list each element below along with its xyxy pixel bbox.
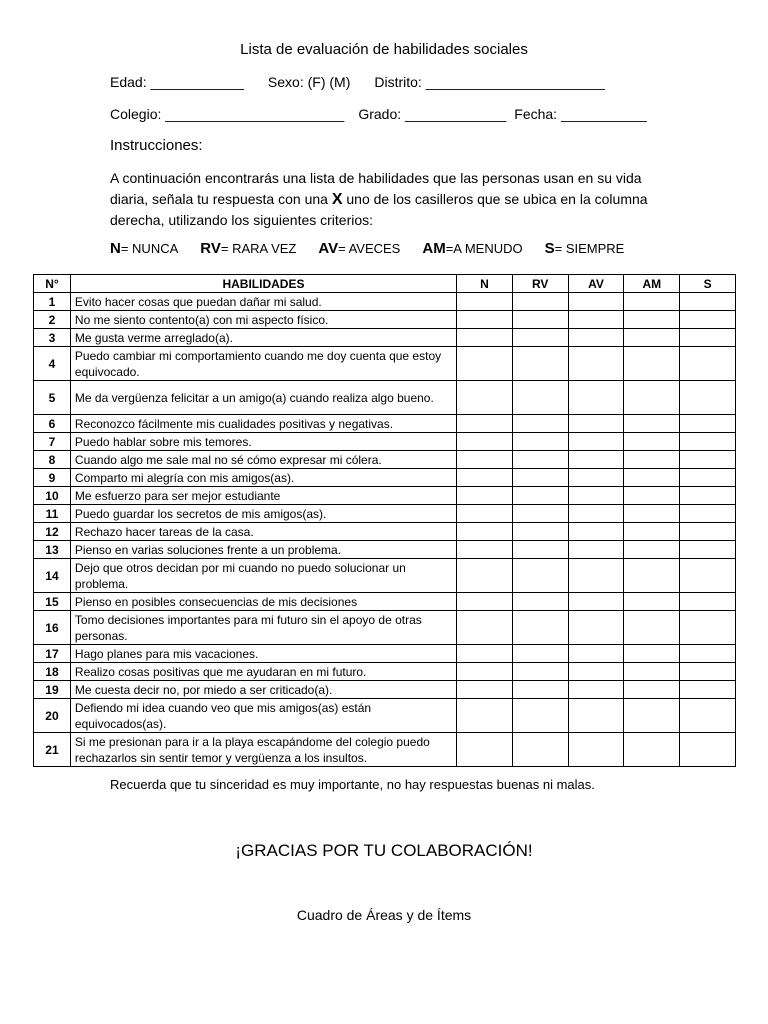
sexo-field[interactable]: Sexo: (F) (M) <box>267 74 351 90</box>
section-subtitle: Cuadro de Áreas y de Ítems <box>296 907 472 923</box>
answer-cell-av[interactable] <box>568 645 624 663</box>
answer-cell-av[interactable] <box>568 293 624 311</box>
skill-text: Comparto mi alegría con mis amigos(as). <box>70 469 456 487</box>
answer-cell-av[interactable] <box>568 523 624 541</box>
skill-text: Me da vergüenza felicitar a un amigo(a) cuando realiza algo bueno. <box>70 381 456 415</box>
criteria-legend <box>110 240 624 257</box>
answer-cell-am[interactable] <box>624 733 680 767</box>
answer-cell-am[interactable] <box>624 381 680 415</box>
table-row <box>34 559 736 593</box>
answer-cell-s[interactable] <box>680 663 736 681</box>
skill-text: Defiendo mi idea cuando veo que mis amigos(as) están equivocados(as). <box>70 699 456 733</box>
answer-cell-rv[interactable] <box>512 663 568 681</box>
answer-cell-n[interactable] <box>457 415 513 433</box>
criteria-code: RV <box>200 240 221 257</box>
answer-cell-am[interactable] <box>624 663 680 681</box>
answer-cell-n[interactable] <box>457 451 513 469</box>
criteria-code: N <box>110 240 121 257</box>
answer-cell-av[interactable] <box>568 559 624 593</box>
row-number: 6 <box>34 415 71 433</box>
answer-cell-am[interactable] <box>624 311 680 329</box>
answer-cell-am[interactable] <box>624 699 680 733</box>
skill-text: Puedo guardar los secretos de mis amigos(as). <box>70 505 456 523</box>
answer-cell-n[interactable] <box>457 381 513 415</box>
column-header: AM <box>624 275 680 293</box>
criteria-item <box>110 240 178 257</box>
answer-cell-n[interactable] <box>457 699 513 733</box>
skill-text: Puedo cambiar mi comportamiento cuando me doy cuenta que estoy equivocado. <box>70 347 456 381</box>
row-number: 13 <box>34 541 71 559</box>
row-number: 14 <box>34 559 71 593</box>
skill-text: Me cuesta decir no, por miedo a ser criticado(a). <box>70 681 456 699</box>
answer-cell-rv[interactable] <box>512 559 568 593</box>
skill-text: Reconozco fácilmente mis cualidades positivas y negativas. <box>70 415 456 433</box>
answer-cell-rv[interactable] <box>512 347 568 381</box>
row-number: 20 <box>34 699 71 733</box>
instructions-heading: Instrucciones: <box>110 137 203 154</box>
criteria-code: S <box>544 240 555 257</box>
answer-cell-n[interactable] <box>457 681 513 699</box>
answer-cell-rv[interactable] <box>512 433 568 451</box>
table-row <box>34 311 736 329</box>
answer-cell-s[interactable] <box>680 329 736 347</box>
answer-cell-am[interactable] <box>624 451 680 469</box>
answer-cell-s[interactable] <box>680 347 736 381</box>
answer-cell-s[interactable] <box>680 699 736 733</box>
answer-cell-n[interactable] <box>457 611 513 645</box>
table-row <box>34 611 736 645</box>
row-number: 15 <box>34 593 71 611</box>
answer-cell-am[interactable] <box>624 433 680 451</box>
skill-text: No me siento contento(a) con mi aspecto físico. <box>70 311 456 329</box>
table-row <box>34 293 736 311</box>
answer-cell-am[interactable] <box>624 329 680 347</box>
colegio-field[interactable]: Colegio: _______________________ <box>110 106 345 122</box>
skill-text: Pienso en posibles consecuencias de mis decisiones <box>70 593 456 611</box>
answer-cell-rv[interactable] <box>512 451 568 469</box>
answer-cell-s[interactable] <box>680 311 736 329</box>
answer-cell-rv[interactable] <box>512 381 568 415</box>
answer-cell-av[interactable] <box>568 347 624 381</box>
answer-cell-am[interactable] <box>624 681 680 699</box>
row-number: 19 <box>34 681 71 699</box>
answer-cell-s[interactable] <box>680 611 736 645</box>
answer-cell-am[interactable] <box>624 487 680 505</box>
criteria-label: = AVECES <box>338 241 401 256</box>
distrito-field[interactable]: Distrito: _______________________ <box>374 74 605 90</box>
row-number: 10 <box>34 487 71 505</box>
column-header: RV <box>512 275 568 293</box>
skill-text: Pienso en varias soluciones frente a un problema. <box>70 541 456 559</box>
column-header: N <box>457 275 513 293</box>
answer-cell-am[interactable] <box>624 347 680 381</box>
answer-cell-n[interactable] <box>457 469 513 487</box>
header-fields-row-1 <box>110 74 605 90</box>
row-number: 5 <box>34 381 71 415</box>
answer-cell-rv[interactable] <box>512 469 568 487</box>
answer-cell-rv[interactable] <box>512 523 568 541</box>
criteria-label: = RARA VEZ <box>220 241 297 256</box>
answer-cell-av[interactable] <box>568 415 624 433</box>
table-row <box>34 733 736 767</box>
table-row <box>34 663 736 681</box>
answer-cell-s[interactable] <box>680 593 736 611</box>
answer-cell-rv[interactable] <box>512 733 568 767</box>
answer-cell-s[interactable] <box>680 681 736 699</box>
answer-cell-s[interactable] <box>680 505 736 523</box>
criteria-item <box>318 240 400 257</box>
answer-cell-rv[interactable] <box>512 593 568 611</box>
row-number: 8 <box>34 451 71 469</box>
table-row <box>34 523 736 541</box>
criteria-item <box>200 240 296 257</box>
skill-text: Si me presionan para ir a la playa escapándome del colegio puedo rechazarlos sin sentir temor y vergüenza a los insultos. <box>70 733 456 767</box>
skill-text: Tomo decisiones importantes para mi futuro sin el apoyo de otras personas. <box>70 611 456 645</box>
criteria-item <box>545 240 625 257</box>
closing-note: Recuerda que tu sinceridad es muy importante, no hay respuestas buenas ni malas. <box>110 777 595 792</box>
row-number: 17 <box>34 645 71 663</box>
answer-cell-av[interactable] <box>568 663 624 681</box>
skill-text: Hago planes para mis vacaciones. <box>70 645 456 663</box>
skill-text: Realizo cosas positivas que me ayudaran en mi futuro. <box>70 663 456 681</box>
answer-cell-am[interactable] <box>624 559 680 593</box>
answer-cell-n[interactable] <box>457 541 513 559</box>
table-row <box>34 329 736 347</box>
answer-cell-rv[interactable] <box>512 681 568 699</box>
column-header: N° <box>34 275 71 293</box>
answer-cell-av[interactable] <box>568 433 624 451</box>
answer-cell-n[interactable] <box>457 311 513 329</box>
grado-field[interactable]: Grado: _____________ <box>358 106 507 122</box>
answer-cell-am[interactable] <box>624 293 680 311</box>
answer-cell-rv[interactable] <box>512 505 568 523</box>
table-row <box>34 381 736 415</box>
answer-cell-n[interactable] <box>457 487 513 505</box>
row-number: 7 <box>34 433 71 451</box>
skill-text: Cuando algo me sale mal no sé cómo expresar mi cólera. <box>70 451 456 469</box>
criteria-code: AV <box>318 240 339 257</box>
row-number: 12 <box>34 523 71 541</box>
answer-cell-am[interactable] <box>624 541 680 559</box>
answer-cell-am[interactable] <box>624 645 680 663</box>
answer-cell-av[interactable] <box>568 381 624 415</box>
answer-cell-rv[interactable] <box>512 645 568 663</box>
answer-cell-n[interactable] <box>457 347 513 381</box>
skill-text: Me esfuerzo para ser mejor estudiante <box>70 487 456 505</box>
answer-cell-rv[interactable] <box>512 541 568 559</box>
answer-cell-rv[interactable] <box>512 311 568 329</box>
skill-text: Me gusta verme arreglado(a). <box>70 329 456 347</box>
row-number: 1 <box>34 293 71 311</box>
table-row <box>34 487 736 505</box>
instructions-text-part-2: uno de los casilleros que se ubica en la columna derecha, utilizando los siguientes criterios: <box>110 190 648 228</box>
criteria-item <box>422 240 522 257</box>
answer-cell-rv[interactable] <box>512 699 568 733</box>
answer-cell-n[interactable] <box>457 663 513 681</box>
row-number: 16 <box>34 611 71 645</box>
table-row <box>34 415 736 433</box>
instructions-text-part-1: A continuación encontrarás una lista de habilidades que las personas usan en su vida diaria, señala tu respuesta con una <box>110 170 642 207</box>
answer-cell-n[interactable] <box>457 593 513 611</box>
table-row <box>34 469 736 487</box>
answer-cell-am[interactable] <box>624 505 680 523</box>
answer-cell-am[interactable] <box>624 415 680 433</box>
row-number: 21 <box>34 733 71 767</box>
table-header-row <box>34 275 736 293</box>
table-row <box>34 645 736 663</box>
answer-cell-rv[interactable] <box>512 611 568 645</box>
answer-cell-av[interactable] <box>568 593 624 611</box>
criteria-code: AM <box>422 240 446 257</box>
column-header: AV <box>568 275 624 293</box>
answer-cell-s[interactable] <box>680 523 736 541</box>
answer-cell-am[interactable] <box>624 593 680 611</box>
answer-cell-n[interactable] <box>457 523 513 541</box>
row-number: 18 <box>34 663 71 681</box>
answer-cell-s[interactable] <box>680 415 736 433</box>
answer-cell-rv[interactable] <box>512 487 568 505</box>
answer-cell-rv[interactable] <box>512 415 568 433</box>
answer-cell-n[interactable] <box>457 505 513 523</box>
answer-cell-am[interactable] <box>624 611 680 645</box>
answer-cell-am[interactable] <box>624 469 680 487</box>
header-fields-row-2 <box>110 106 647 122</box>
answer-cell-s[interactable] <box>680 469 736 487</box>
answer-cell-n[interactable] <box>457 433 513 451</box>
answer-cell-s[interactable] <box>680 451 736 469</box>
answer-cell-rv[interactable] <box>512 293 568 311</box>
skill-text: Dejo que otros decidan por mi cuando no puedo solucionar un problema. <box>70 559 456 593</box>
answer-cell-av[interactable] <box>568 611 624 645</box>
answer-cell-s[interactable] <box>680 733 736 767</box>
table-row <box>34 505 736 523</box>
answer-cell-n[interactable] <box>457 293 513 311</box>
table-row <box>34 699 736 733</box>
answer-cell-rv[interactable] <box>512 329 568 347</box>
row-number: 3 <box>34 329 71 347</box>
skills-table <box>33 274 736 767</box>
criteria-label: = NUNCA <box>120 241 179 256</box>
page-title: Lista de evaluación de habilidades sociales <box>240 41 528 58</box>
row-number: 2 <box>34 311 71 329</box>
answer-cell-av[interactable] <box>568 541 624 559</box>
instructions-text <box>110 168 670 231</box>
answer-cell-av[interactable] <box>568 699 624 733</box>
answer-cell-av[interactable] <box>568 487 624 505</box>
criteria-label: = SIEMPRE <box>554 241 625 256</box>
mark-x: X <box>331 190 343 208</box>
answer-cell-av[interactable] <box>568 681 624 699</box>
answer-cell-av[interactable] <box>568 329 624 347</box>
answer-cell-av[interactable] <box>568 451 624 469</box>
column-header: HABILIDADES <box>70 275 456 293</box>
answer-cell-s[interactable] <box>680 487 736 505</box>
row-number: 11 <box>34 505 71 523</box>
answer-cell-av[interactable] <box>568 733 624 767</box>
row-number: 9 <box>34 469 71 487</box>
edad-field[interactable]: Edad: ____________ <box>110 74 244 90</box>
criteria-label: =A MENUDO <box>445 241 523 256</box>
table-row <box>34 433 736 451</box>
answer-cell-av[interactable] <box>568 311 624 329</box>
table-row <box>34 451 736 469</box>
answer-cell-s[interactable] <box>680 433 736 451</box>
table-row <box>34 347 736 381</box>
column-header: S <box>680 275 736 293</box>
fecha-field[interactable]: Fecha: ___________ <box>514 106 647 122</box>
table-row <box>34 541 736 559</box>
skill-text: Puedo hablar sobre mis temores. <box>70 433 456 451</box>
table-row <box>34 593 736 611</box>
answer-cell-s[interactable] <box>680 645 736 663</box>
skill-text: Rechazo hacer tareas de la casa. <box>70 523 456 541</box>
row-number: 4 <box>34 347 71 381</box>
answer-cell-s[interactable] <box>680 541 736 559</box>
answer-cell-n[interactable] <box>457 645 513 663</box>
answer-cell-n[interactable] <box>457 733 513 767</box>
answer-cell-n[interactable] <box>457 329 513 347</box>
skill-text: Evito hacer cosas que puedan dañar mi salud. <box>70 293 456 311</box>
answer-cell-s[interactable] <box>680 293 736 311</box>
answer-cell-n[interactable] <box>457 559 513 593</box>
table-row <box>34 681 736 699</box>
answer-cell-av[interactable] <box>568 505 624 523</box>
answer-cell-am[interactable] <box>624 523 680 541</box>
thanks-heading: ¡GRACIAS POR TU COLABORACIÓN! <box>235 841 533 860</box>
answer-cell-s[interactable] <box>680 559 736 593</box>
answer-cell-s[interactable] <box>680 381 736 415</box>
answer-cell-av[interactable] <box>568 469 624 487</box>
